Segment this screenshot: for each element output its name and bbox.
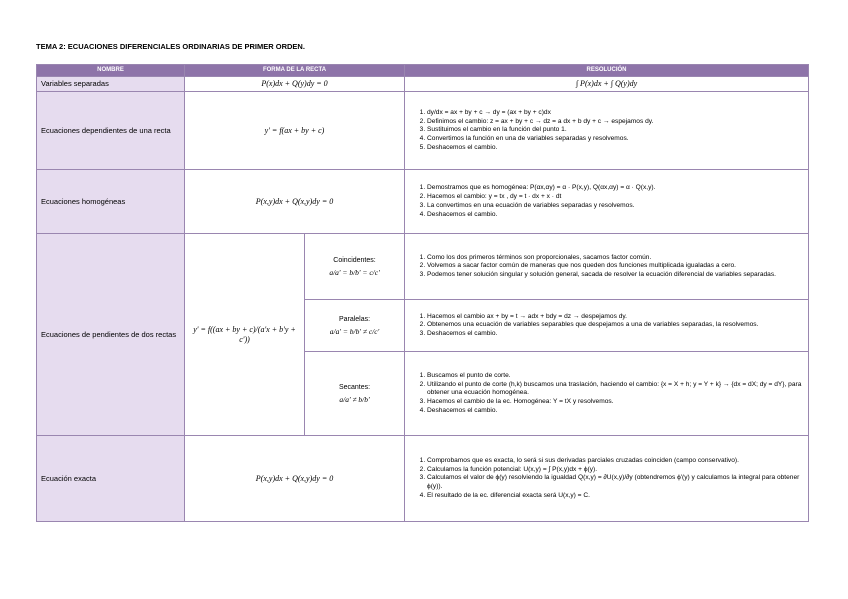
case-label: Coincidentes: (333, 257, 376, 265)
row-name: Ecuaciones de pendientes de dos rectas (37, 234, 185, 436)
step: 1. Hacemos el cambio ax + by = t → adx + bdy = dz → despejamos dy. (427, 313, 804, 322)
case-condition: a/a' = b/b' = c/c' (329, 267, 380, 277)
case-label: Secantes: (338, 384, 371, 392)
row-resolution: ∫ P(x)dx + ∫ Q(y)dy (405, 77, 809, 92)
steps-list (409, 457, 804, 501)
step: 1. Como los dos primeros términos son proporcionales, sacamos factor común. (427, 254, 804, 263)
table-row (37, 77, 809, 92)
step: 1. dy/dx = ax + by + c → dy = (ax + by + c)dx (427, 109, 804, 118)
equations-table (36, 64, 809, 522)
header-nombre: NOMBRE (37, 65, 185, 77)
step: 2. Hacemos el cambio: y = tx , dy = t · dx + x · dt (427, 193, 804, 202)
step: 2. Calculamos la función potencial: U(x,y) = ∫ P(x,y)dx + ϕ(y). (427, 466, 804, 475)
header-resolucion: RESOLUCIÓN (405, 65, 809, 77)
steps-list (409, 313, 804, 340)
row-resolution (405, 92, 809, 170)
case-paralelas (305, 300, 405, 352)
step: 3. Hacemos el cambio de la ec. Homogénea: Y = tX y resolvemos. (427, 398, 804, 407)
step: 1. Comprobamos que es exacta, lo será si sus derivadas parciales cruzadas coinciden (campo conservativo). (427, 457, 804, 466)
step: 2. Utilizando el punto de corte (h,k) buscamos una traslación, haciendo el cambio: {x = X + h; y = Y + k} → {dx = dX; dy = dY}, para obtener una ecuación homogénea. (427, 381, 804, 399)
row-name: Variables separadas (37, 77, 185, 92)
step: 3. Calculamos el valor de ϕ(y) resolviendo la igualdad Q(x,y) = ∂U(x,y)/∂y (obtendremos ϕ'(y) y calculamos la integral para obtener ϕ(y)). (427, 474, 804, 492)
step: 3. La convertimos en una ecuación de variables separadas y resolvemos. (427, 202, 804, 211)
step: 4. Deshacemos el cambio. (427, 211, 804, 220)
row-name: Ecuaciones homogéneas (37, 170, 185, 234)
row-resolution (405, 300, 809, 352)
row-form: P(x,y)dx + Q(x,y)dy = 0 (185, 436, 405, 522)
step: 2. Definimos el cambio: z = ax + by + c → dz = a dx + b dy + c → espejamos dy. (427, 118, 804, 127)
header-row (37, 65, 809, 77)
case-label: Paralelas: (338, 316, 371, 324)
row-form: y' = f((ax + by + c)/(a'x + b'y + c')) (185, 234, 305, 436)
steps-list (409, 372, 804, 416)
step: 1. Buscamos el punto de corte. (427, 372, 804, 381)
table-row (37, 170, 809, 234)
row-resolution (405, 352, 809, 436)
step: 1. Demostramos que es homogénea: P(αx,αy) = α · P(x,y), Q(αx,αy) = α · Q(x,y). (427, 184, 804, 193)
page-title: TEMA 2: ECUACIONES DIFERENCIALES ORDINARIAS DE PRIMER ORDEN. (36, 42, 305, 51)
step: 3. Deshacemos el cambio. (427, 330, 804, 339)
step: 2. Volvemos a sacar factor común de maneras que nos queden dos funciones multiplicada igualadas a cero. (427, 262, 804, 271)
step: 4. El resultado de la ec. diferencial exacta será U(x,y) = C. (427, 492, 804, 501)
row-resolution (405, 234, 809, 300)
row-form: P(x)dx + Q(y)dy = 0 (185, 77, 405, 92)
step: 4. Deshacemos el cambio. (427, 407, 804, 416)
row-form: y' = f(ax + by + c) (185, 92, 405, 170)
steps-list (409, 254, 804, 281)
table-row (37, 92, 809, 170)
case-condition: a/a' ≠ b/b' (339, 394, 370, 404)
steps-list (409, 109, 804, 153)
step: 3. Podemos tener solución singular y solución general, sacada de resolver la ecuación diferencial de variables separadas. (427, 271, 804, 280)
table-row (37, 234, 809, 300)
header-forma: FORMA DE LA RECTA (185, 65, 405, 77)
row-name: Ecuación exacta (37, 436, 185, 522)
case-secantes (305, 352, 405, 436)
row-resolution (405, 170, 809, 234)
case-condition: a/a' = b/b' ≠ c/c' (329, 326, 380, 336)
row-resolution (405, 436, 809, 522)
step: 2. Obtenemos una ecuación de variables separables que despejamos a una de variables separadas, la resolvemos. (427, 321, 804, 330)
step: 3. Sustituimos el cambio en la función del punto 1. (427, 126, 804, 135)
table-row (37, 436, 809, 522)
steps-list (409, 184, 804, 220)
row-name: Ecuaciones dependientes de una recta (37, 92, 185, 170)
step: 4. Convertimos la función en una de variables separadas y resolvemos. (427, 135, 804, 144)
step: 5. Deshacemos el cambio. (427, 144, 804, 153)
case-coincidentes (305, 234, 405, 300)
row-form: P(x,y)dx + Q(x,y)dy = 0 (185, 170, 405, 234)
